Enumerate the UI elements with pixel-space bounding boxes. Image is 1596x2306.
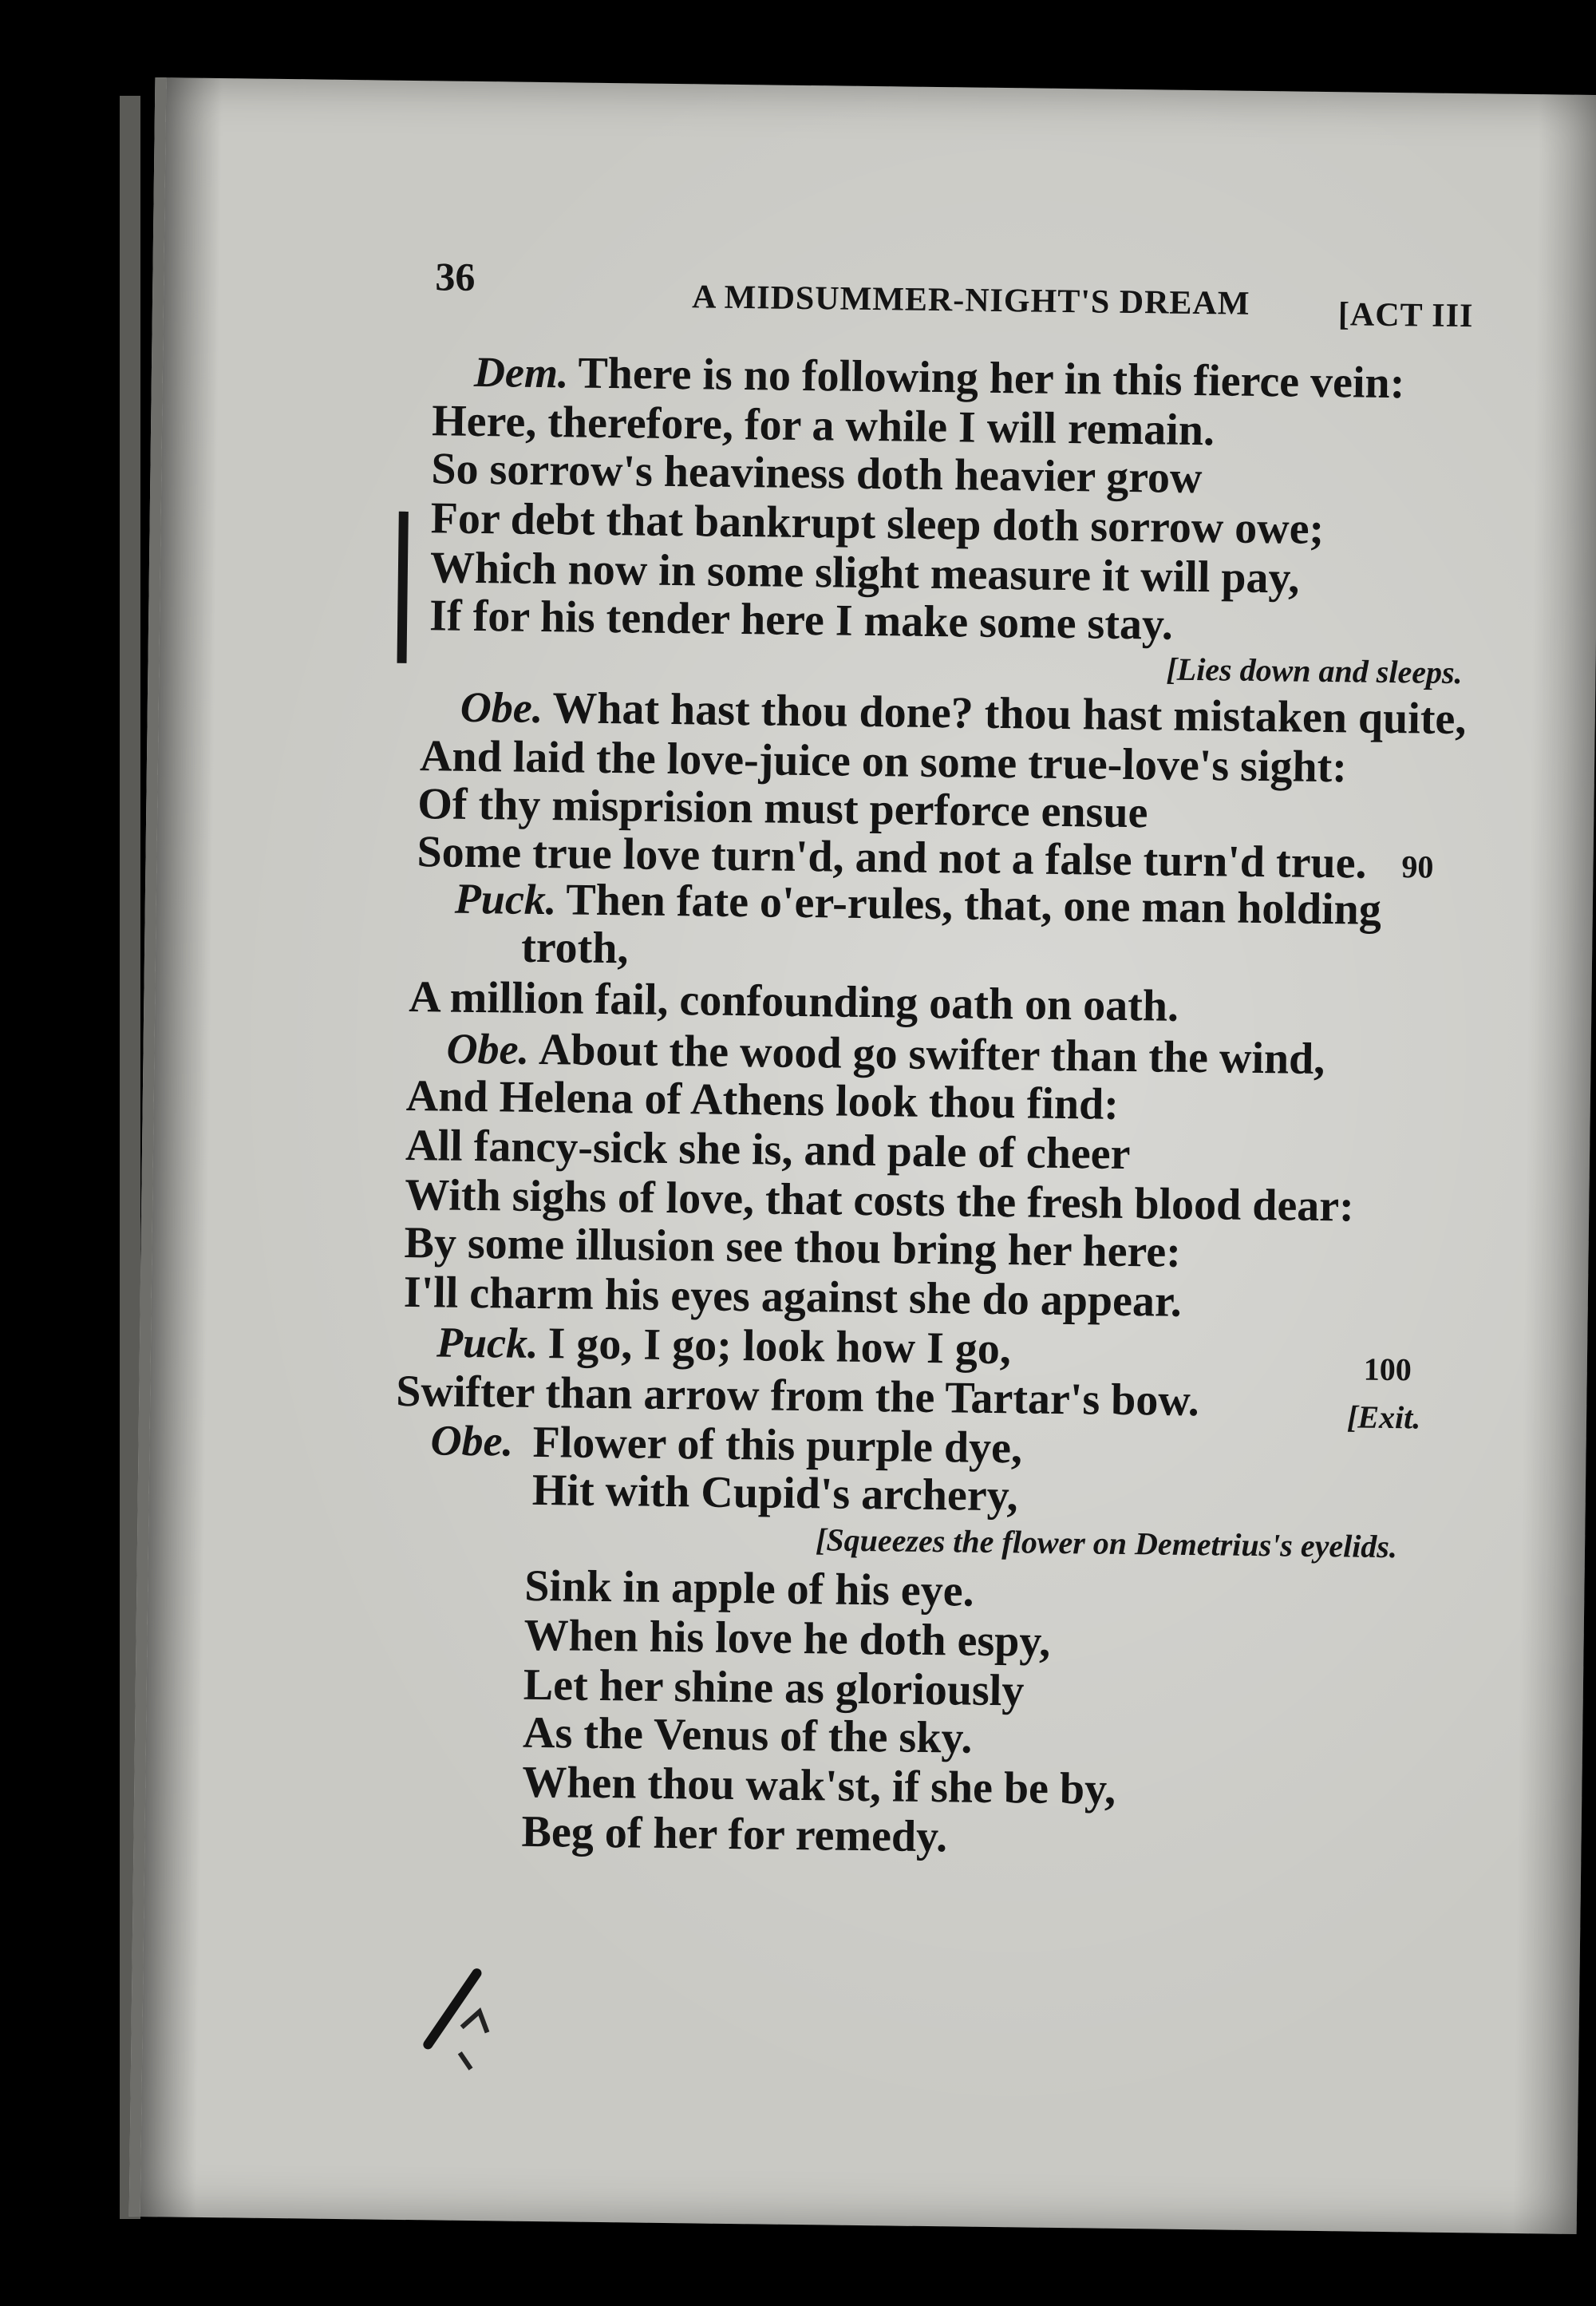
stage-direction: [Lies down and sleeps. [1166, 651, 1463, 691]
verse-line: Which now in some slight measure it will pay, [429, 543, 1300, 603]
verse-line: By some illusion see thou bring her here: [404, 1217, 1182, 1277]
margin-bracket [397, 512, 408, 663]
speaker-name: Puck. [454, 874, 557, 924]
verse-line: And laid the love-juice on some true-love's sight: [419, 731, 1348, 793]
line-number: 100 [1363, 1351, 1412, 1388]
page-number: 36 [435, 254, 476, 299]
speaker-name: Puck. [436, 1318, 539, 1368]
verse-line: Hit with Cupid's archery, [531, 1465, 1018, 1521]
speaker-name: Dem. [473, 347, 569, 398]
verse-line: And Helena of Athens look thou find: [405, 1070, 1120, 1129]
verse-line: Of thy misprision must perforce ensue [417, 779, 1148, 838]
verse-line: So sorrow's heaviness doth heavier grow [431, 444, 1203, 504]
verse-line: When his love he doth espy, [523, 1610, 1051, 1667]
verse-line [436, 1318, 1012, 1375]
stage-direction: [Squeezes the flower on Demetrius's eyelids. [815, 1521, 1398, 1565]
running-title: A MIDSUMMER-NIGHT'S DREAM [691, 279, 1250, 322]
verse-line: As the Venus of the sky. [522, 1707, 973, 1763]
verse-line: troth, [520, 922, 629, 974]
verse-line: For debt that bankrupt sleep doth sorrow owe; [430, 493, 1325, 554]
verse-line: When thou wak'st, if she be by, [522, 1757, 1116, 1814]
verse-text: About the wood go swifter than the wind, [538, 1024, 1325, 1085]
stage-direction: [Exit. [1346, 1398, 1421, 1436]
verse-line: Flower of this purple dye, [532, 1417, 1023, 1473]
verse-line: Beg of her for remedy. [521, 1806, 948, 1862]
speaker-name: Obe. [430, 1416, 514, 1465]
speaker-name: Obe. [460, 682, 543, 733]
verse-line: All fancy-sick she is, and pale of cheer [405, 1120, 1131, 1180]
line-number: 90 [1401, 848, 1434, 885]
verse-text: Then fate o'er-rules, that, one man holding [566, 875, 1382, 935]
verse-text: What hast thou done? thou hast mistaken quite, [551, 683, 1467, 745]
verse-line: I'll charm his eyes against she do appear. [403, 1267, 1183, 1327]
verse-line [473, 347, 1405, 409]
verse-line: Swifter than arrow from the Tartar's bow. [395, 1366, 1200, 1426]
verse-text: There is no following her in this fierce vein: [578, 348, 1405, 409]
speaker-name: Obe. [446, 1024, 530, 1074]
verse-line: If for his tender here I make some stay. [429, 591, 1174, 650]
act-label: [ACT III [1337, 296, 1474, 335]
verse-line: Some true love turn'd, and not a false turn'd true. [417, 827, 1367, 888]
verse-line: With sighs of love, that costs the fresh blood dear: [404, 1169, 1355, 1232]
verse-text: I go, I go; look how I go, [547, 1319, 1012, 1375]
verse-line: Let her shine as gloriously [523, 1659, 1025, 1716]
verse-line: Sink in apple of his eye. [524, 1560, 974, 1616]
verse-line: A million fail, confounding oath on oath. [409, 971, 1179, 1031]
verse-line: Here, therefore, for a while I will remain. [431, 396, 1215, 456]
book-page [129, 77, 1596, 2234]
pencil-annotation [413, 1964, 511, 2093]
